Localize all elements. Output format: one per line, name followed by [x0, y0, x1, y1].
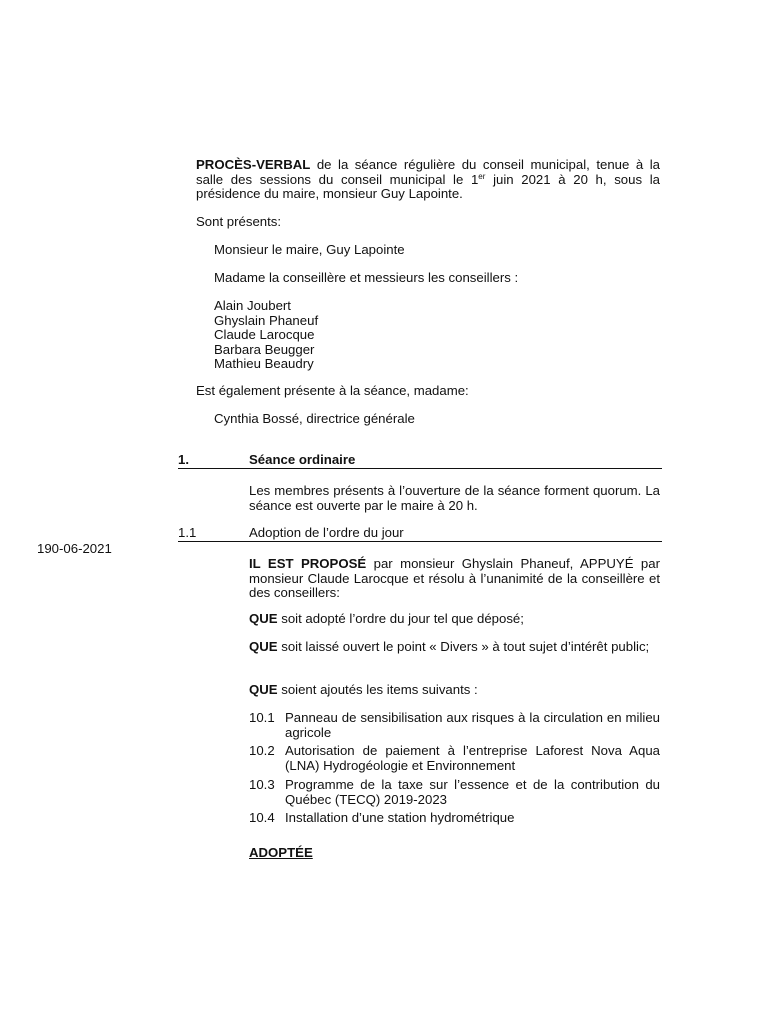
intro-superscript: er [478, 171, 486, 181]
que-label: QUE [249, 682, 278, 697]
que-paragraph-2 [249, 640, 660, 655]
councillors-label: Madame la conseillère et messieurs les conseillers : [214, 270, 519, 285]
agenda-item [249, 811, 660, 826]
section-1-rule [178, 468, 662, 469]
que-text: soit adopté l’ordre du jour tel que déposé; [277, 611, 524, 626]
intro-text: de la séance régulière du conseil municipal, tenue à la salle des sessions du conseil municipal le 1 [196, 157, 660, 187]
agenda-item-number: 10.1 [249, 710, 275, 725]
intro-text-tail: juin 2021 à 20 h, sous la présidence du maire, monsieur Guy Lapointe. [196, 171, 660, 201]
que-paragraph-3 [249, 683, 660, 698]
intro-paragraph [196, 158, 660, 202]
also-present-label: Est également présente à la séance, madame: [196, 383, 469, 398]
agenda-item [249, 778, 660, 807]
section-1-1-rule [178, 541, 662, 542]
agenda-item-text: Installation d’une station hydrométrique [285, 810, 515, 825]
que-text: soit laissé ouvert le point « Divers » à tout sujet d’intérêt public; [277, 639, 650, 654]
agenda-item [249, 744, 660, 773]
councillors-list [214, 299, 318, 372]
agenda-item [249, 711, 660, 740]
director-line: Cynthia Bossé, directrice générale [214, 411, 415, 426]
agenda-item-text: Panneau de sensibilisation aux risques à la circulation en milieu agricole [285, 710, 660, 740]
presents-label: Sont présents: [196, 214, 282, 229]
proposed-label: IL EST PROPOSÉ [249, 556, 367, 571]
agenda-item-number: 10.3 [249, 777, 275, 792]
agenda-item-text: Autorisation de paiement à l’entreprise Laforest Nova Aqua (LNA) Hydrogéologie et Environnement [285, 743, 660, 773]
section-1-number: 1. [178, 452, 189, 467]
proposed-paragraph [249, 557, 660, 601]
councillor-name: Alain Joubert [214, 298, 291, 313]
adopted-label: ADOPTÉE [249, 845, 313, 860]
section-1-title: Séance ordinaire [249, 452, 356, 467]
agenda-item-number: 10.4 [249, 810, 275, 825]
councillor-name: Ghyslain Phaneuf [214, 312, 319, 328]
resolution-number: 190-06-2021 [37, 541, 112, 556]
section-1-1-title: Adoption de l’ordre du jour [249, 525, 404, 540]
mayor-line: Monsieur le maire, Guy Lapointe [214, 242, 405, 257]
section-1-1-number: 1.1 [178, 525, 197, 540]
councillor-name: Claude Larocque [214, 327, 315, 342]
que-paragraph-1 [249, 612, 660, 627]
councillor-name: Barbara Beugger [214, 341, 315, 357]
proces-verbal-label: PROCÈS-VERBAL [196, 157, 311, 172]
section-1-body: Les membres présents à l’ouverture de la séance forment quorum. La séance est ouverte par le maire à 20 h. [249, 483, 660, 513]
councillor-name: Mathieu Beaudry [214, 356, 314, 371]
que-label: QUE [249, 611, 278, 626]
agenda-item-text: Programme de la taxe sur l’essence et de la contribution du Québec (TECQ) 2019-2023 [285, 777, 660, 807]
que-text: soient ajoutés les items suivants : [277, 682, 478, 697]
agenda-item-number: 10.2 [249, 743, 275, 758]
que-label: QUE [249, 639, 278, 654]
proposed-text: par monsieur Ghyslain Phaneuf, APPUYÉ par monsieur Claude Larocque et résolu à l’unanimité de la conseillère et des conseillers: [249, 556, 660, 600]
